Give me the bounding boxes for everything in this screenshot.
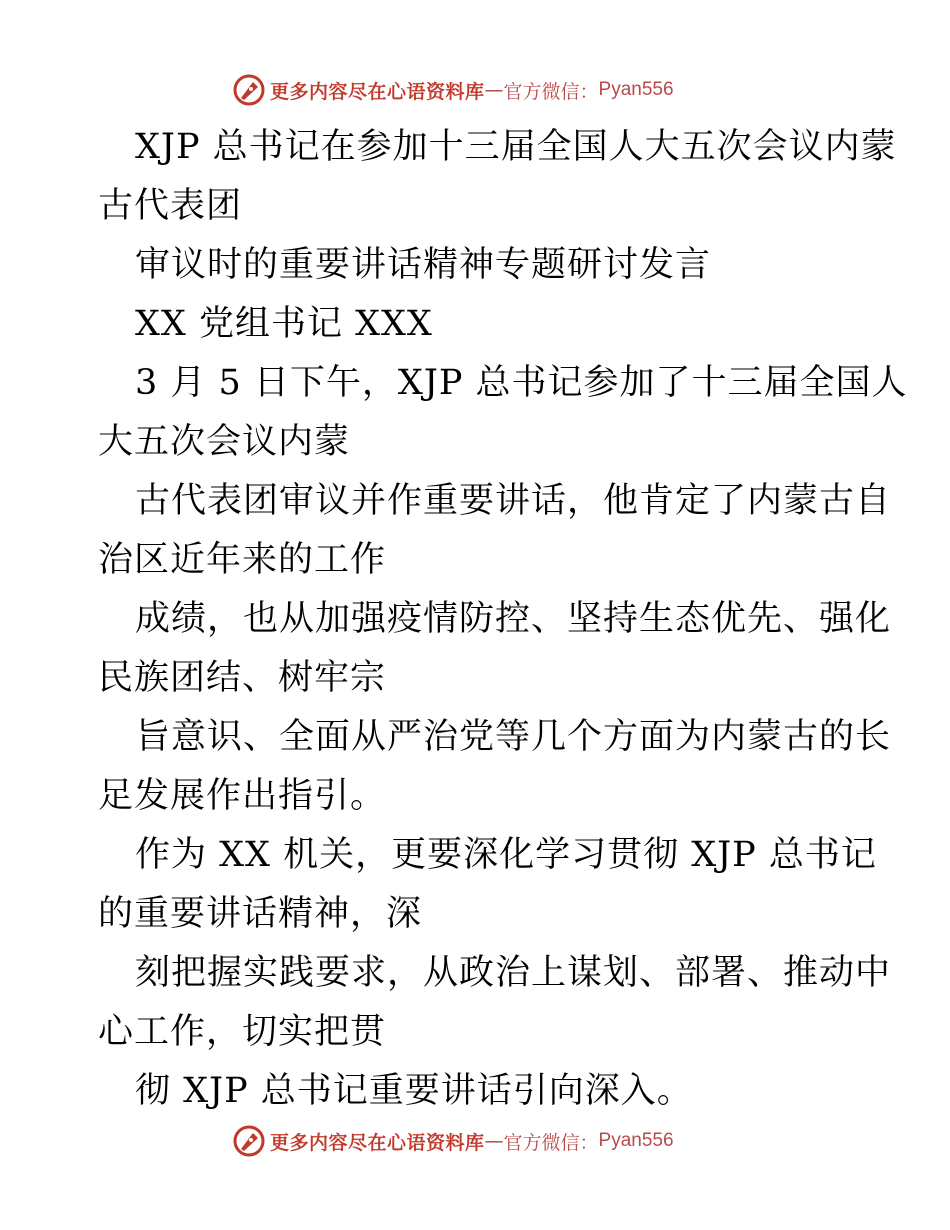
- header-banner: [232, 72, 674, 108]
- text-line: 古代表团: [98, 186, 243, 226]
- text-line: 旨意识、全面从严治党等几个方面为内蒙古的长: [135, 717, 892, 757]
- header-site-text: 更多内容尽在心语资料库: [270, 80, 485, 103]
- footer-banner: [232, 1123, 674, 1159]
- text-line: 治区近年来的工作: [98, 540, 387, 580]
- text-line: XJP 总书记在参加十三届全国人大五次会议内蒙: [135, 127, 897, 167]
- text-line: 心工作，切实把贯: [98, 1012, 387, 1052]
- text-line: 的重要讲话精神，深: [98, 894, 423, 934]
- text-line: 作为 XX 机关，更要深化学习贯彻 XJP 总书记: [135, 835, 877, 875]
- text-line: XX 党组书记 XXX: [135, 304, 433, 344]
- text-line: 民族团结、树牢宗: [98, 658, 387, 698]
- text-line: 3 月 5 日下午，XJP 总书记参加了十三届全国人: [135, 363, 908, 403]
- footer-separator: —: [484, 1130, 504, 1152]
- text-line: 成绩，也从加强疫情防控、坚持生态优先、强化: [135, 599, 892, 639]
- header-separator: —: [484, 79, 504, 101]
- text-line: 刻把握实践要求，从政治上谋划、部署、推动中: [135, 953, 892, 993]
- pen-nib-logo-icon: [232, 1124, 266, 1158]
- footer-site-text: 更多内容尽在心语资料库: [270, 1131, 485, 1154]
- header-wechat-id: Pyan556: [598, 79, 674, 100]
- footer-wechat-label: 官方微信：: [503, 1131, 599, 1154]
- document-body: [98, 118, 908, 1121]
- text-line: 彻 XJP 总书记重要讲话引向深入。: [135, 1071, 693, 1111]
- header-wechat-label: 官方微信：: [503, 80, 599, 103]
- footer-wechat-id: Pyan556: [598, 1130, 674, 1151]
- text-line: 大五次会议内蒙: [98, 422, 351, 462]
- text-line: 古代表团审议并作重要讲话，他肯定了内蒙古自: [135, 481, 892, 521]
- pen-nib-logo-icon: [232, 73, 266, 107]
- text-line: 审议时的重要讲话精神专题研讨发言: [135, 245, 712, 285]
- text-line: 足发展作出指引。: [98, 776, 387, 816]
